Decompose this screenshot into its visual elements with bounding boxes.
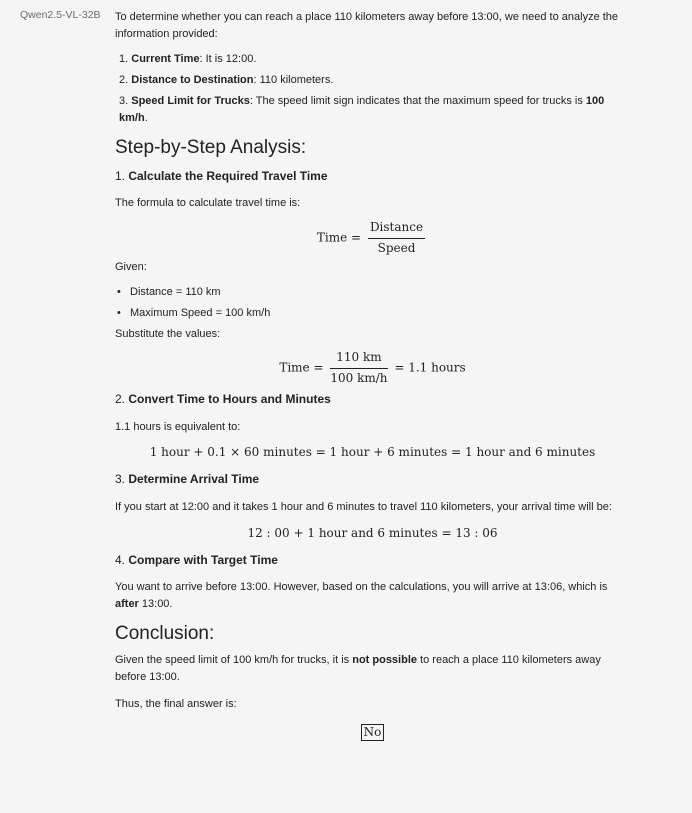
list-item: • Distance = 110 km	[130, 284, 630, 301]
formula-arrival: 12 : 00 + 1 hour and 6 minutes = 13 : 06	[247, 526, 498, 540]
response-content	[115, 9, 630, 741]
section-heading-analysis: Step-by-Step Analysis:	[115, 137, 307, 158]
list-item: 3. Speed Limit for Trucks: The speed limit sign indicates that the maximum speed for trucks is 100 km/h.	[119, 95, 605, 124]
formula-travel-time: Time = $\frac{\text{Distance}}{\text{Speed}}$	[316, 220, 424, 255]
list-item: 1. Current Time: It is 12:00.	[119, 53, 257, 65]
given-list	[115, 284, 630, 322]
step-heading: 2. Convert Time to Hours and Minutes	[115, 392, 331, 406]
arrival-text: If you start at 12:00 and it takes 1 hour and 6 minutes to travel 110 kilometers, your arrival time will be:	[115, 501, 612, 513]
formula-conversion: 1 hour + 0.1 × 60 minutes = 1 hour + 6 minutes = 1 hour and 6 minutes	[149, 445, 596, 459]
intro-text: To determine whether you can reach a place 110 kilometers away before 13:00, we need to analyze the information provided:	[115, 11, 619, 40]
substitute-label: Substitute the values:	[115, 328, 221, 340]
step-heading: 3. Determine Arrival Time	[115, 472, 260, 486]
step-heading: 1. Calculate the Required Travel Time	[115, 169, 328, 183]
info-list	[115, 51, 630, 127]
formula-intro: The formula to calculate travel time is:	[115, 197, 301, 209]
conclusion-text: Given the speed limit of 100 km/h for trucks, it is not possible to reach a place 110 kilometers away before 13:00.	[115, 654, 601, 683]
list-item: 2. Distance to Destination: 110 kilometers.	[119, 74, 334, 86]
equivalent-label: 1.1 hours is equivalent to:	[115, 421, 241, 433]
compare-text: You want to arrive before 13:00. However, based on the calculations, you will arrive at 13:06, which is after 13:00.	[115, 581, 608, 610]
list-item: • Maximum Speed = 100 km/h	[130, 305, 630, 322]
answer-box: No	[361, 724, 385, 741]
final-answer	[115, 724, 630, 741]
formula-substituted: Time = $\frac{110 km}{100 km/h}$ = 1.1 hours	[279, 350, 466, 385]
given-label: Given:	[115, 261, 147, 273]
model-label: Qwen2.5-VL-32B	[20, 9, 101, 21]
final-intro: Thus, the final answer is:	[115, 698, 237, 710]
section-heading-conclusion: Conclusion:	[115, 623, 215, 644]
step-heading: 4. Compare with Target Time	[115, 553, 278, 567]
